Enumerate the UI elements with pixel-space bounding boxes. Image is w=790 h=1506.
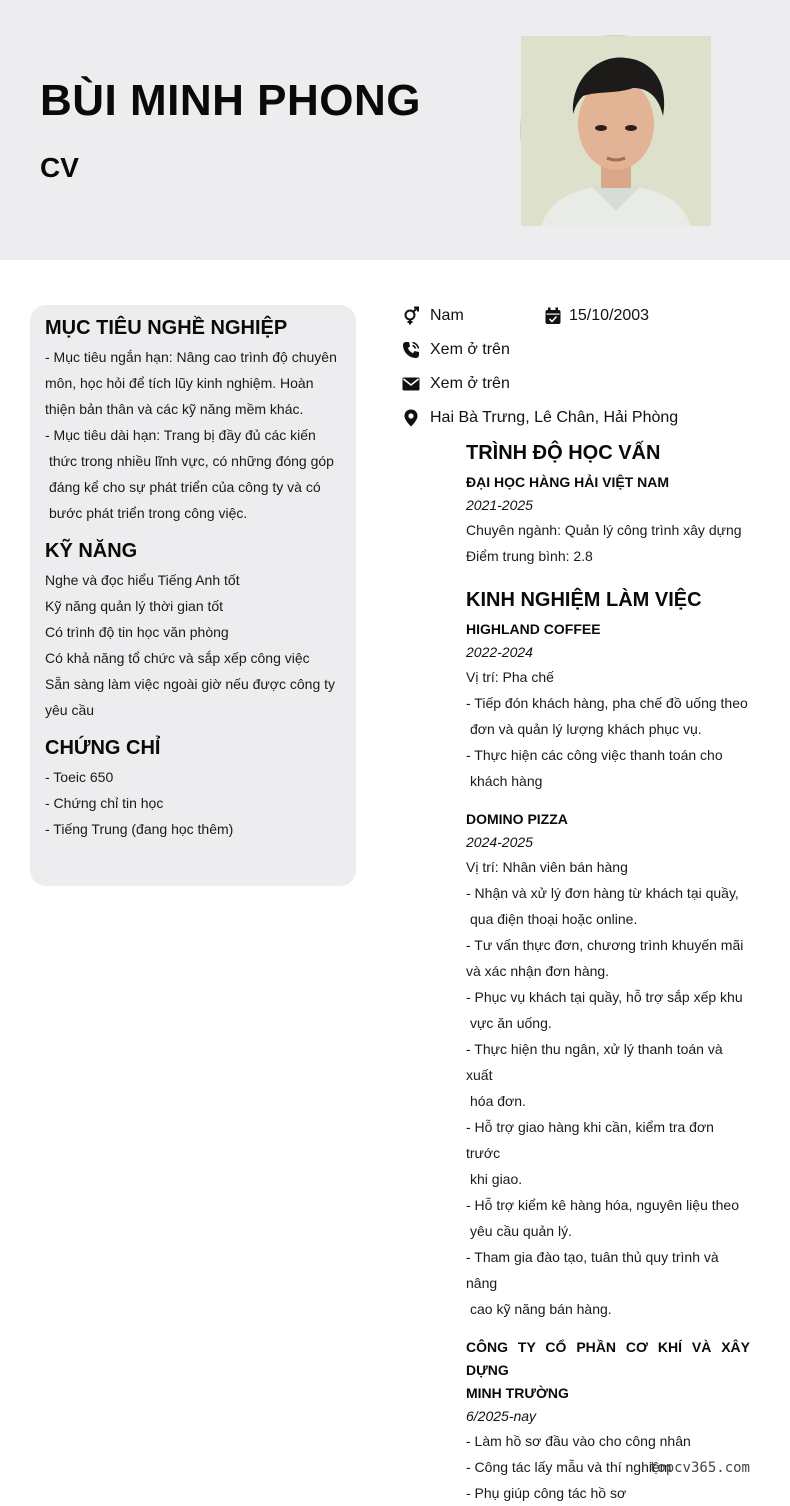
job-line: Vị trí: Pha chế [466, 669, 554, 685]
job-line: - Thực hiện thu ngân, xử lý thanh toán và xuất [466, 1041, 723, 1083]
location-pin-icon [402, 409, 420, 427]
objective-line: bước phát triển trong công việc. [49, 505, 248, 521]
skills-title: KỸ NĂNG [45, 540, 138, 562]
objective-line: đáng kể cho sự phát triển của công ty và có [49, 479, 321, 495]
job-period: 6/2025-nay [466, 1408, 537, 1424]
sidebar-panel [30, 305, 356, 886]
contact-info [402, 305, 762, 441]
certificate-item: - Tiếng Trung (đang học thêm) [45, 821, 234, 837]
experience-title: KINH NGHIỆM LÀM VIỆC [466, 589, 702, 611]
job-period: 2022-2024 [466, 644, 533, 660]
objective-line: môn, học hỏi để tích lũy kinh nghiệm. Hoàn [45, 375, 314, 391]
job-line: vực ăn uống. [470, 1015, 552, 1031]
job-line: qua điện thoại hoặc online. [470, 911, 638, 927]
gender-icon [402, 307, 420, 325]
skill-item: Có khả năng tổ chức và sắp xếp công việc [45, 650, 310, 666]
job-line: - Phụ giúp công tác hồ sơ [466, 1485, 627, 1501]
address-row [402, 407, 762, 441]
education-period: 2021-2025 [466, 497, 533, 513]
avatar [520, 35, 710, 225]
skill-item: Có trình độ tin học văn phòng [45, 624, 229, 640]
objective-line: thức trong nhiều lĩnh vực, có những đóng góp [49, 453, 334, 469]
document-subtitle: CV [40, 152, 79, 183]
job-line: khi giao. [470, 1171, 523, 1187]
job-line: - Thực hiện các công việc thanh toán cho [466, 747, 723, 763]
phone-icon [402, 341, 420, 359]
job-line: - Hỗ trợ kiểm kê hàng hóa, nguyên liệu theo [466, 1197, 740, 1213]
job-company: DOMINO PIZZA [466, 811, 568, 827]
job-line: - Tiếp đón khách hàng, pha chế đồ uống theo [466, 695, 748, 711]
skill-item: yêu cầu [45, 702, 95, 718]
job-line: và xác nhận đơn hàng. [466, 963, 610, 979]
phone-value: Xem ở trên [430, 341, 510, 358]
job-line: yêu cầu quản lý. [470, 1223, 572, 1239]
candidate-name: BÙI MINH PHONG [40, 76, 421, 125]
skill-item: Sẵn sàng làm việc ngoài giờ nếu được công ty [45, 676, 336, 692]
gender-value: Nam [430, 307, 464, 324]
job-line: - Làm hồ sơ đầu vào cho công nhân [466, 1433, 691, 1449]
job-line: - Công tác lấy mẫu và thí nghiệm [466, 1459, 672, 1475]
job-line: - Phục vụ khách tại quầy, hỗ trợ sắp xếp khu [466, 989, 743, 1005]
job-line: - Tham gia đào tạo, tuân thủ quy trình và nâng [466, 1249, 719, 1291]
education-gpa: Điểm trung bình: 2.8 [466, 548, 593, 564]
job-company: CÔNG TY CỔ PHẦN CƠ KHÍ VÀ XÂY DỰNG [466, 1339, 750, 1378]
email-row [402, 373, 762, 407]
gender-birthday-row [402, 305, 762, 339]
skill-item: Kỹ năng quản lý thời gian tốt [45, 598, 224, 614]
phone-row [402, 339, 762, 373]
objective-line: thiện bản thân và các kỹ năng mềm khác. [45, 401, 304, 417]
job-line: - Hỗ trợ giao hàng khi cần, kiểm tra đơn trước [466, 1119, 714, 1161]
profile-photo [521, 36, 711, 226]
certificate-item: - Toeic 650 [45, 769, 114, 785]
job-company: MINH TRƯỜNG [466, 1385, 569, 1401]
job-line: - Nhận và xử lý đơn hàng từ khách tại quầy, [466, 885, 739, 901]
header-banner [0, 0, 790, 260]
objective-title: MỤC TIÊU NGHỀ NGHIỆP [45, 317, 288, 339]
job-period: 2024-2025 [466, 834, 533, 850]
watermark: topcv365.com [648, 1460, 750, 1476]
certificate-item: - Chứng chỉ tin học [45, 795, 164, 811]
objective-line: - Mục tiêu ngắn hạn: Nâng cao trình độ chuyên [45, 349, 337, 365]
job-line: khách hàng [470, 773, 543, 789]
job-line: Vị trí: Nhân viên bán hàng [466, 859, 628, 875]
skill-item: Nghe và đọc hiểu Tiếng Anh tốt [45, 572, 240, 588]
objective-line: - Mục tiêu dài hạn: Trang bị đầy đủ các kiến [45, 427, 316, 443]
birthday-value: 15/10/2003 [569, 307, 650, 324]
job-line: cao kỹ năng bán hàng. [470, 1301, 612, 1317]
main-column [466, 442, 750, 1506]
job-line: đơn và quản lý lượng khách phục vụ. [470, 721, 702, 737]
school-name: ĐẠI HỌC HÀNG HẢI VIỆT NAM [466, 474, 669, 490]
job-line: hóa đơn. [470, 1093, 526, 1109]
calendar-icon [545, 307, 561, 325]
education-major: Chuyên ngành: Quản lý công trình xây dựng [466, 522, 742, 538]
education-title: TRÌNH ĐỘ HỌC VẤN [466, 442, 661, 464]
job-company: HIGHLAND COFFEE [466, 621, 601, 637]
address-value: Hai Bà Trưng, Lê Chân, Hải Phòng [430, 409, 679, 426]
email-icon [402, 375, 420, 393]
email-value: Xem ở trên [430, 375, 510, 392]
job-line: - Tư vấn thực đơn, chương trình khuyến mãi [466, 937, 744, 953]
certificates-title: CHỨNG CHỈ [45, 737, 161, 759]
